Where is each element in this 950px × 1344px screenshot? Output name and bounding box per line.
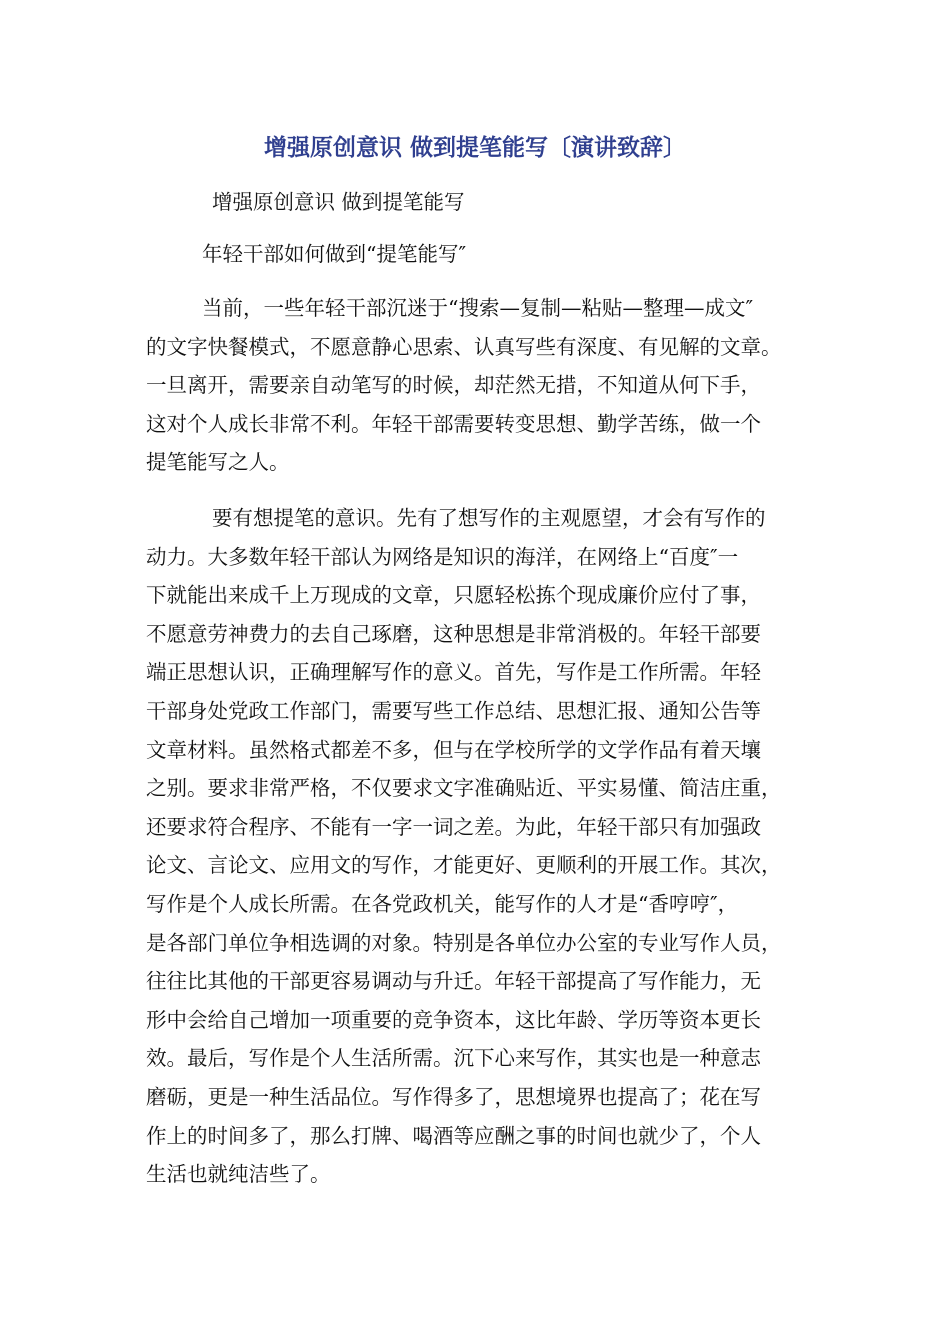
- paragraph-line: 干部身处党政工作部门，需要写些工作总结、思想汇报、通知公告等: [146, 698, 761, 723]
- paragraph-line: 之别。要求非常严格，不仅要求文字准确贴近、平实易懂、简洁庄重，: [146, 776, 782, 801]
- paragraph-line: 端正思想认识，正确理解写作的意义。首先，写作是工作所需。年轻: [146, 660, 761, 685]
- paragraph-line: 的文字快餐模式，不愿意静心思索、认真写些有深度、有见解的文章。: [146, 334, 782, 359]
- paragraph-line: 要有想提笔的意识。先有了想写作的主观愿望，才会有写作的: [212, 506, 766, 530]
- paragraph-line: 还要求符合程序、不能有一字一词之差。为此，年轻干部只有加强政: [146, 814, 761, 839]
- paragraph-line: 这对个人成长非常不利。年轻干部需要转变思想、勤学苦练，做一个: [146, 411, 761, 436]
- paragraph-line: 写作是个人成长所需。在各党政机关，能写作的人才是“香哼哼″，: [146, 891, 739, 916]
- paragraph-line: 磨砺，更是一种生活品位。写作得多了，思想境界也提高了；花在写: [146, 1084, 761, 1109]
- paragraph-line: 动力。大多数年轻干部认为网络是知识的海洋，在网络上“百度″一: [146, 544, 739, 569]
- paragraph-line: 生活也就纯洁些了。: [146, 1162, 331, 1187]
- paragraph-line: 一旦离开，需要亲自动笔写的时候，却茫然无措，不知道从何下手，: [146, 373, 761, 398]
- document-subtitle-question: 年轻干部如何做到“提笔能写″: [202, 242, 467, 266]
- document-subtitle: 增强原创意识 做到提笔能写: [212, 190, 465, 214]
- paragraph-line: 作上的时间多了，那么打牌、喝酒等应酬之事的时间也就少了，个人: [146, 1123, 761, 1148]
- paragraph-line: 往往比其他的干部更容易调动与升迁。年轻干部提高了写作能力，无: [146, 969, 761, 994]
- paragraph-line: 当前，一些年轻干部沉迷于“搜索—复制—粘贴—整理—成文″: [202, 296, 754, 320]
- paragraph-line: 文章材料。虽然格式都差不多，但与在学校所学的文学作品有着天壤: [146, 737, 761, 762]
- document-title: 增强原创意识 做到提笔能写〔演讲致辞〕: [263, 135, 686, 161]
- paragraph-line: 是各部门单位争相选调的对象。特别是各单位办公室的专业写作人员，: [146, 930, 782, 955]
- paragraph-line: 提笔能写之人。: [146, 450, 290, 475]
- paragraph-line: 下就能出来成千上万现成的文章，只愿轻松拣个现成廉价应付了事，: [146, 583, 761, 608]
- paragraph-writing-awareness: [146, 499, 806, 1194]
- paragraph-intro: [146, 289, 806, 482]
- paragraph-line: 形中会给自己增加一项重要的竞争资本，这比年龄、学历等资本更长: [146, 1007, 761, 1032]
- paragraph-line: 不愿意劳神费力的去自己琢磨，这种思想是非常消极的。年轻干部要: [146, 621, 761, 646]
- paragraph-line: 效。最后，写作是个人生活所需。沉下心来写作，其实也是一种意志: [146, 1046, 761, 1071]
- paragraph-line: 论文、言论文、应用文的写作，才能更好、更顺利的开展工作。其次，: [146, 853, 782, 878]
